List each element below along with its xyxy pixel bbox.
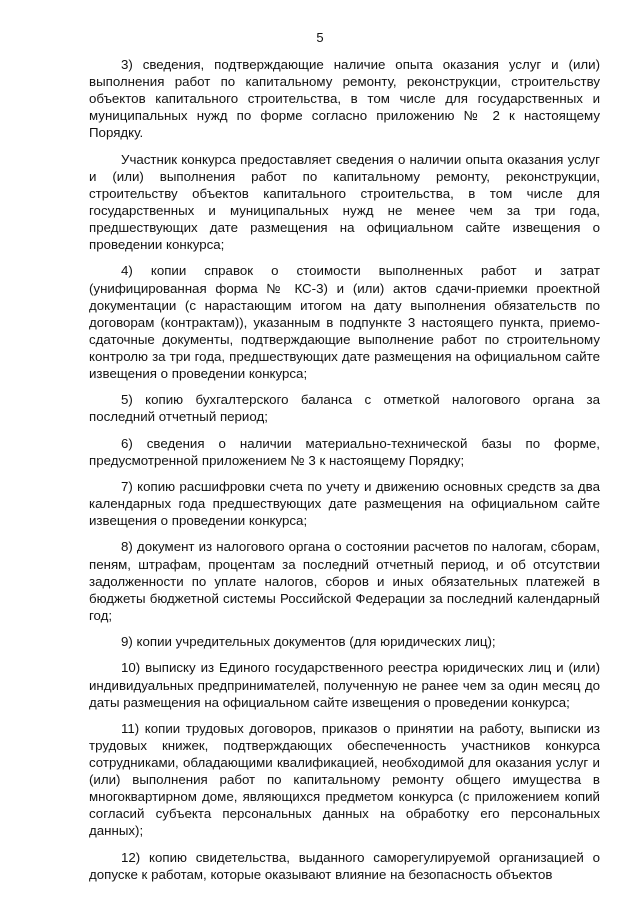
paragraph-item-5: 5) копию бухгалтерского баланса с отметкой налогового органа за последний отчетный период; (89, 392, 600, 425)
paragraph-item-7: 7) копию расшифровки счета по учету и движению основных средств за два календарных года предшествующих дате размещения на официальном сайте извещения о проведении конкурса; (89, 479, 600, 529)
paragraph-experience-note: Участник конкурса предоставляет сведения о наличии опыта оказания услуг и (или) выполнения работ по капитальному ремонту, реконструкции, строительству объектов капитального строительства, в том числе для государственных и муниципальных нужд не менее чем за три года, предшествующих дате размещения на официальном сайте извещения о проведении конкурса; (89, 151, 600, 253)
paragraph-item-3: 3) сведения, подтверждающие наличие опыта оказания услуг и (или) выполнения работ по капитальному ремонту, реконструкции, строительству объектов капитального строительства, в том числе для государственных и муниципальных нужд по форме согласно приложению № 2 к настоящему Порядку. (89, 57, 600, 141)
paragraph-item-6: 6) сведения о наличии материально-технической базы по форме, предусмотренной приложением № 3 к настоящему Порядку; (89, 435, 600, 468)
paragraph-item-10: 10) выписку из Единого государственного реестра юридических лиц и (или) индивидуальных предпринимателей, полученную не ранее чем за один месяц до даты размещения на официальном сайте извещения о проведении конкурса; (89, 660, 600, 710)
paragraph-item-11: 11) копии трудовых договоров, приказов о принятии на работу, выписки из трудовых книжек, подтверждающих обеспеченность участников конкурса сотрудниками, обладающими квалификацией, необходимой для оказания услуг и (или) выполнения работ по капитальному ремонту общего имущества в многоквартирном доме, являющихся предметом конкурса (с приложением копий согласий субъекта персональных данных на обработку его персональных данных); (89, 720, 600, 839)
page-number: 5 (316, 30, 324, 45)
paragraph-item-12: 12) копию свидетельства, выданного саморегулируемой организацией о допуске к работам, которые оказывают влияние на безопасность объектов (89, 849, 600, 882)
paragraph-item-8: 8) документ из налогового органа о состоянии расчетов по налогам, сборам, пеням, штрафам, процентам за последний отчетный период, и об отсутствии задолженности по уплате налогов, сборов и иных обязательных платежей в бюджеты бюджетной системы Российской Федерации за последний календарный год; (89, 539, 600, 623)
paragraph-item-9: 9) копии учредительных документов (для юридических лиц); (121, 634, 496, 650)
document-body (89, 56, 600, 892)
paragraph-item-4: 4) копии справок о стоимости выполненных работ и затрат (унифицированная форма № КС-3) и (или) актов сдачи-приемки проектной документации (с нарастающим итогом на дату выполнения обязательств по договорам (контрактам)), указанным в подпункте 3 настоящего пункта, приемо-сдаточные документы, подтверждающие выполнение работ по строительному контролю за три года, предшествующих дате размещения на официальном сайте извещения о проведении конкурса; (89, 263, 600, 381)
